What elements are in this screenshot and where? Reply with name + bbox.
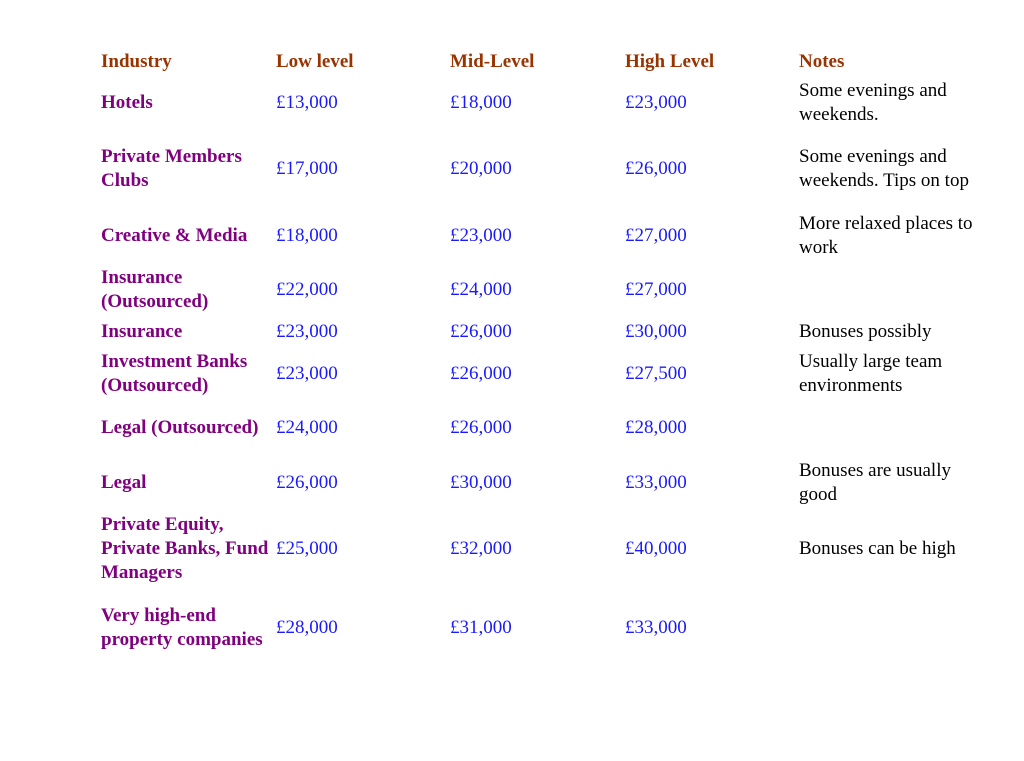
- high-level-cell: £40,000: [625, 538, 687, 559]
- low-level-cell: £28,000: [276, 617, 338, 638]
- notes-cell: Some evenings and weekends. Tips on top: [799, 146, 969, 191]
- industry-cell: Legal (Outsourced): [101, 417, 259, 438]
- high-level-cell: £33,000: [625, 617, 687, 638]
- mid-level-cell: £32,000: [450, 538, 512, 559]
- header-high: High Level: [625, 51, 715, 72]
- low-level-cell: £22,000: [276, 279, 338, 300]
- notes-cell: Usually large team environments: [799, 351, 943, 396]
- low-level-cell: £18,000: [276, 225, 338, 246]
- low-level-cell: £17,000: [276, 158, 338, 179]
- mid-level-cell: £30,000: [450, 472, 512, 493]
- mid-level-cell: £26,000: [450, 417, 512, 438]
- low-level-cell: £25,000: [276, 538, 338, 559]
- low-level-cell: £26,000: [276, 472, 338, 493]
- notes-cell: Some evenings and weekends.: [799, 80, 947, 125]
- high-level-cell: £23,000: [625, 92, 687, 113]
- mid-level-cell: £26,000: [450, 363, 512, 384]
- notes-cell: Bonuses possibly: [799, 321, 932, 342]
- high-level-cell: £27,500: [625, 363, 687, 384]
- notes-cell: Bonuses can be high: [799, 538, 956, 559]
- low-level-cell: £13,000: [276, 92, 338, 113]
- notes-cell: Bonuses are usually good: [799, 460, 951, 505]
- table-row: [101, 588, 981, 668]
- header-mid: Mid-Level: [450, 51, 535, 72]
- industry-cell: Very high-end property companies: [101, 605, 263, 650]
- header-industry: Industry: [101, 51, 172, 72]
- high-level-cell: £33,000: [625, 472, 687, 493]
- table-row: [101, 509, 981, 589]
- industry-cell: Legal: [101, 472, 147, 493]
- low-level-cell: £23,000: [276, 363, 338, 384]
- industry-cell: Private Equity, Private Banks, Fund Managers: [101, 514, 269, 583]
- industry-cell: Insurance (Outsourced): [101, 267, 209, 312]
- notes-cell: [799, 588, 974, 668]
- industry-cell: Creative & Media: [101, 225, 248, 246]
- high-level-cell: £26,000: [625, 158, 687, 179]
- mid-level-cell: £26,000: [450, 321, 512, 342]
- low-level-cell: £23,000: [276, 321, 338, 342]
- high-level-cell: £27,000: [625, 225, 687, 246]
- low-level-cell: £24,000: [276, 417, 338, 438]
- industry-cell: Private Members Clubs: [101, 146, 242, 191]
- mid-level-cell: £20,000: [450, 158, 512, 179]
- high-level-cell: £28,000: [625, 417, 687, 438]
- header-low: Low level: [276, 51, 354, 72]
- notes-cell: More relaxed places to work: [799, 213, 973, 258]
- industry-cell: Investment Banks (Outsourced): [101, 351, 248, 396]
- mid-level-cell: £31,000: [450, 617, 512, 638]
- high-level-cell: £30,000: [625, 321, 687, 342]
- header-notes: Notes: [799, 51, 845, 72]
- industry-cell: Insurance: [101, 321, 183, 342]
- mid-level-cell: £23,000: [450, 225, 512, 246]
- mid-level-cell: £24,000: [450, 279, 512, 300]
- industry-cell: Hotels: [101, 92, 153, 113]
- high-level-cell: £27,000: [625, 279, 687, 300]
- mid-level-cell: £18,000: [450, 92, 512, 113]
